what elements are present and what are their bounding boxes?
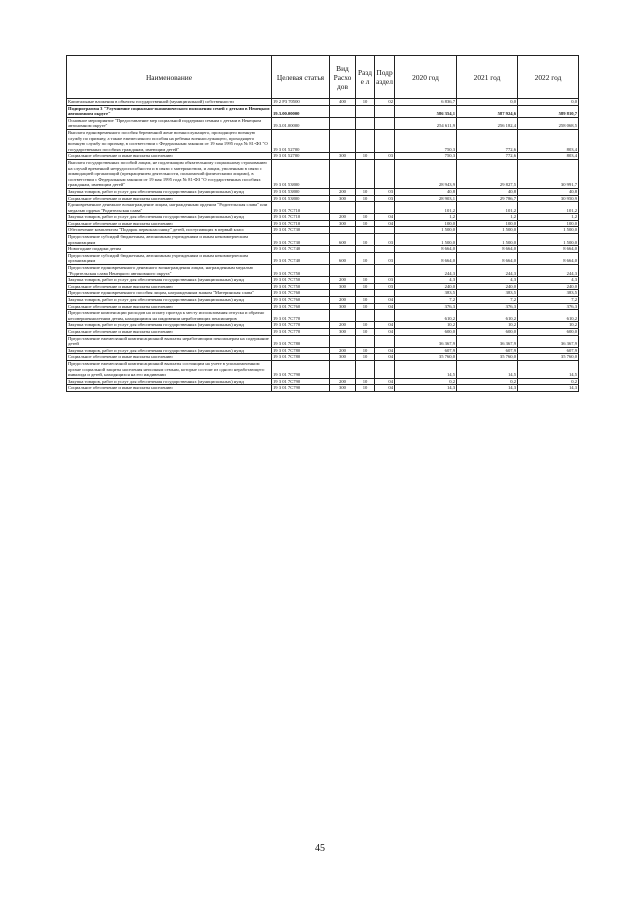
cell-subsection: 03 bbox=[375, 195, 395, 202]
page-number: 45 bbox=[315, 843, 325, 854]
cell-year-2020: 610,2 bbox=[395, 310, 457, 322]
cell-name: Выплата единовременного пособия беременной жене военнослужащего, проходящего военную службу по призыву, а также ежемесячного пособия на ребенка военнослужащего, проходящего военную службу по призыву, в соответствии с Федеральным законом от 19 мая 1995 года № 81-ФЗ "О государственных пособиях гражданам, имеющим детей" bbox=[67, 129, 272, 152]
cell-name: Предоставление субсидий бюджетным, автономным учреждениям и иным некоммерческим организациям bbox=[67, 252, 272, 264]
cell-expense-type bbox=[330, 310, 356, 322]
cell-year-2020: 36 367,9 bbox=[395, 335, 457, 347]
cell-year-2020: 1,2 bbox=[395, 214, 457, 221]
table-row bbox=[67, 310, 579, 322]
cell-year-2021: 1 500,0 bbox=[457, 227, 518, 234]
cell-year-2020: 7,2 bbox=[395, 297, 457, 304]
cell-target-article: 19 3 01 7С750 bbox=[272, 277, 330, 284]
cell-subsection bbox=[375, 265, 395, 277]
cell-subsection: 04 bbox=[375, 322, 395, 329]
cell-target-article: 19 3 01 7С780 bbox=[272, 354, 330, 361]
cell-target-article: 19 3 01 7С760 bbox=[272, 297, 330, 304]
cell-expense-type: 200 bbox=[330, 188, 356, 195]
cell-subsection: 03 bbox=[375, 234, 395, 246]
cell-year-2021: 29 786,7 bbox=[457, 195, 518, 202]
cell-section: 10 bbox=[356, 277, 375, 284]
cell-year-2021: 14,3 bbox=[457, 385, 518, 392]
cell-name: Закупка товаров, работ и услуг для обеспечения государственных (муниципальных) нужд bbox=[67, 188, 272, 195]
cell-section bbox=[356, 227, 375, 234]
table-row bbox=[67, 246, 579, 253]
cell-year-2022: 101,2 bbox=[518, 202, 579, 214]
cell-target-article: 19 3 01 52700 bbox=[272, 129, 330, 152]
header-section: Разде л bbox=[356, 56, 375, 99]
cell-name: Закупка товаров, работ и услуг для обеспечения государственных (муниципальных) нужд bbox=[67, 378, 272, 385]
cell-subsection bbox=[375, 335, 395, 347]
cell-target-article: 19 3 01 7С780 bbox=[272, 335, 330, 347]
cell-year-2022: 30 950,9 bbox=[518, 195, 579, 202]
cell-name: Социальное обеспечение и иные выплаты населению bbox=[67, 385, 272, 392]
cell-target-article: 19 3 01 53800 bbox=[272, 195, 330, 202]
cell-target-article: 19 3 01 7С790 bbox=[272, 360, 330, 378]
cell-year-2021: 7,2 bbox=[457, 297, 518, 304]
cell-year-2021: 1 500,0 bbox=[457, 234, 518, 246]
cell-subsection: 04 bbox=[375, 303, 395, 310]
cell-target-article: 19 3 01 7С710 bbox=[272, 202, 330, 214]
cell-year-2020: 383,5 bbox=[395, 290, 457, 297]
cell-section bbox=[356, 246, 375, 253]
cell-section bbox=[356, 290, 375, 297]
cell-target-article: 19 3 01 7С740 bbox=[272, 252, 330, 264]
cell-subsection bbox=[375, 202, 395, 214]
cell-subsection: 03 bbox=[375, 277, 395, 284]
cell-target-article: 19 3 01 7С710 bbox=[272, 220, 330, 227]
cell-subsection bbox=[375, 227, 395, 234]
header-target-article: Целевая статья bbox=[272, 56, 330, 99]
cell-subsection: 04 bbox=[375, 328, 395, 335]
cell-section: 10 bbox=[356, 385, 375, 392]
table-row bbox=[67, 385, 579, 392]
cell-year-2021: 101,2 bbox=[457, 202, 518, 214]
cell-name: Закупка товаров, работ и услуг для обеспечения государственных (муниципальных) нужд bbox=[67, 347, 272, 354]
cell-year-2022: 36 367,9 bbox=[518, 335, 579, 347]
cell-year-2022: 244,3 bbox=[518, 265, 579, 277]
cell-target-article: 19 3 01 7С790 bbox=[272, 385, 330, 392]
table-row bbox=[67, 378, 579, 385]
cell-subsection: 04 bbox=[375, 347, 395, 354]
cell-year-2022: 610,2 bbox=[518, 310, 579, 322]
cell-year-2022: 14,3 bbox=[518, 385, 579, 392]
table-row bbox=[67, 328, 579, 335]
cell-subsection bbox=[375, 117, 395, 129]
cell-name: Социальное обеспечение и иные выплаты населению bbox=[67, 328, 272, 335]
cell-target-article: 19 3 01 7С780 bbox=[272, 347, 330, 354]
cell-year-2021: 29 827,5 bbox=[457, 159, 518, 188]
cell-section bbox=[356, 335, 375, 347]
cell-year-2021: 0,2 bbox=[457, 378, 518, 385]
table-row bbox=[67, 202, 579, 214]
cell-year-2022: 383,5 bbox=[518, 290, 579, 297]
cell-expense-type: 300 bbox=[330, 328, 356, 335]
cell-year-2021: 0,0 bbox=[457, 99, 518, 106]
header-year-2020: 2020 год bbox=[395, 56, 457, 99]
cell-year-2022: 30 991,7 bbox=[518, 159, 579, 188]
cell-year-2021: 4,3 bbox=[457, 277, 518, 284]
cell-name: Социальное обеспечение и иные выплаты населению bbox=[67, 354, 272, 361]
cell-year-2021: 376,3 bbox=[457, 303, 518, 310]
cell-expense-type: 300 bbox=[330, 195, 356, 202]
cell-year-2021: 607,9 bbox=[457, 347, 518, 354]
cell-year-2020: 750,3 bbox=[395, 129, 457, 152]
table-row bbox=[67, 220, 579, 227]
cell-expense-type: 200 bbox=[330, 378, 356, 385]
cell-year-2022: 10,2 bbox=[518, 322, 579, 329]
table-row bbox=[67, 265, 579, 277]
table-row bbox=[67, 322, 579, 329]
cell-section bbox=[356, 310, 375, 322]
cell-year-2021: 587 924,6 bbox=[457, 105, 518, 117]
cell-year-2022: 803,4 bbox=[518, 153, 579, 160]
cell-year-2020: 600,0 bbox=[395, 328, 457, 335]
cell-expense-type bbox=[330, 360, 356, 378]
cell-expense-type: 200 bbox=[330, 297, 356, 304]
table-row bbox=[67, 283, 579, 290]
cell-year-2020: 1 500,0 bbox=[395, 234, 457, 246]
budget-document bbox=[66, 55, 578, 392]
cell-name: Основное мероприятие "Предоставление мер социальной поддержки семьям с детьми в Ненецком автономном округе" bbox=[67, 117, 272, 129]
cell-year-2022: 40,8 bbox=[518, 188, 579, 195]
cell-year-2022: 100,0 bbox=[518, 220, 579, 227]
cell-section: 10 bbox=[356, 378, 375, 385]
table-row bbox=[67, 129, 579, 152]
cell-section: 10 bbox=[356, 153, 375, 160]
cell-year-2020: 10,2 bbox=[395, 322, 457, 329]
budget-table bbox=[66, 55, 579, 392]
cell-subsection bbox=[375, 290, 395, 297]
cell-target-article: 19 3 01 7С770 bbox=[272, 310, 330, 322]
cell-year-2022: 1 500,0 bbox=[518, 234, 579, 246]
cell-name: Капитальные вложения в объекты государственной (муниципальной) собственности bbox=[67, 99, 272, 106]
cell-section: 10 bbox=[356, 188, 375, 195]
table-row bbox=[67, 360, 579, 378]
cell-subsection: 04 bbox=[375, 214, 395, 221]
header-year-2021: 2021 год bbox=[457, 56, 518, 99]
cell-year-2022: 0,0 bbox=[518, 99, 579, 106]
header-subsection: Подр аздел bbox=[375, 56, 395, 99]
cell-year-2022: 1 500,0 bbox=[518, 227, 579, 234]
cell-target-article: 19 3 01 7С750 bbox=[272, 283, 330, 290]
cell-subsection: 02 bbox=[375, 99, 395, 106]
cell-year-2020: 254 611,9 bbox=[395, 117, 457, 129]
table-row bbox=[67, 347, 579, 354]
cell-expense-type bbox=[330, 129, 356, 152]
cell-section bbox=[356, 202, 375, 214]
cell-year-2022: 8 664,0 bbox=[518, 252, 579, 264]
cell-expense-type: 200 bbox=[330, 322, 356, 329]
cell-year-2022: 4,3 bbox=[518, 277, 579, 284]
cell-expense-type bbox=[330, 335, 356, 347]
cell-target-article: 19 2 P3 70500 bbox=[272, 99, 330, 106]
cell-name: Закупка товаров, работ и услуг для обеспечения государственных (муниципальных) нужд bbox=[67, 214, 272, 221]
cell-name: Новогодние подарки детям bbox=[67, 246, 272, 253]
cell-subsection bbox=[375, 129, 395, 152]
table-row bbox=[67, 234, 579, 246]
cell-name: Предоставление ежемесячной компенсационной выплаты неработающим пенсионерам на содержание детей bbox=[67, 335, 272, 347]
cell-target-article: 19.3.00.00000 bbox=[272, 105, 330, 117]
cell-year-2021: 14,5 bbox=[457, 360, 518, 378]
cell-subsection: 03 bbox=[375, 188, 395, 195]
cell-section: 10 bbox=[356, 297, 375, 304]
cell-target-article: 19 3 01 7С790 bbox=[272, 378, 330, 385]
cell-year-2022: 600,0 bbox=[518, 328, 579, 335]
cell-name: Обеспечение комплектом "Подарок первокласснику" детей, поступающих в первый класс bbox=[67, 227, 272, 234]
cell-target-article: 19.3.01.00000 bbox=[272, 117, 330, 129]
cell-subsection bbox=[375, 310, 395, 322]
cell-year-2020: 100,0 bbox=[395, 220, 457, 227]
table-row bbox=[67, 252, 579, 264]
cell-year-2020: 607,9 bbox=[395, 347, 457, 354]
cell-section: 10 bbox=[356, 252, 375, 264]
cell-name: Единовременное денежное вознаграждение лицам, награжденным орденом "Родительская слава" или медалью ордена "Родительская слава" bbox=[67, 202, 272, 214]
cell-target-article: 19 3 01 53800 bbox=[272, 159, 330, 188]
table-row bbox=[67, 354, 579, 361]
cell-year-2020: 0,2 bbox=[395, 378, 457, 385]
cell-section: 10 bbox=[356, 322, 375, 329]
cell-name: Социальное обеспечение и иные выплаты населению bbox=[67, 220, 272, 227]
cell-year-2020: 35 760,0 bbox=[395, 354, 457, 361]
cell-name: Предоставление единовременного пособия лицам, награжденным знаком "Материнская слава" bbox=[67, 290, 272, 297]
cell-subsection: 04 bbox=[375, 378, 395, 385]
cell-expense-type bbox=[330, 159, 356, 188]
cell-year-2022: 1,2 bbox=[518, 214, 579, 221]
cell-year-2021: 1,2 bbox=[457, 214, 518, 221]
cell-target-article: 19 3 01 7С750 bbox=[272, 265, 330, 277]
cell-target-article: 19 3 01 7С760 bbox=[272, 290, 330, 297]
header-name: Наименование bbox=[67, 56, 272, 99]
cell-expense-type: 400 bbox=[330, 99, 356, 106]
cell-year-2021: 36 367,9 bbox=[457, 335, 518, 347]
table-row bbox=[67, 117, 579, 129]
table-row bbox=[67, 153, 579, 160]
cell-name: Выплата государственных пособий лицам, не подлежащим обязательному социальному страхованию на случай временной нетрудоспособности и в связи с материнством, и лицам, уволенным в связи с ликвидацией организаций (прекращением деятельности, полномочий физическими лицами), в соответствии с Федеральным законом от 19 мая 1995 года № 81-ФЗ "О государственных пособиях гражданам, имеющим детей" bbox=[67, 159, 272, 188]
cell-year-2022: 803,4 bbox=[518, 129, 579, 152]
table-row bbox=[67, 99, 579, 106]
cell-name: Социальное обеспечение и иные выплаты населению bbox=[67, 283, 272, 290]
header-expense-type: Вид Расхо дов bbox=[330, 56, 356, 99]
cell-name: Закупка товаров, работ и услуг для обеспечения государственных (муниципальных) нужд bbox=[67, 277, 272, 284]
cell-expense-type bbox=[330, 265, 356, 277]
cell-year-2022: 35 760,0 bbox=[518, 354, 579, 361]
cell-year-2020: 1 500,0 bbox=[395, 227, 457, 234]
cell-subsection bbox=[375, 246, 395, 253]
cell-year-2022: 589 810,7 bbox=[518, 105, 579, 117]
cell-section: 10 bbox=[356, 283, 375, 290]
cell-section: 10 bbox=[356, 328, 375, 335]
cell-subsection: 03 bbox=[375, 153, 395, 160]
cell-year-2021: 610,2 bbox=[457, 310, 518, 322]
cell-name: Закупка товаров, работ и услуг для обеспечения государственных (муниципальных) нужд bbox=[67, 322, 272, 329]
cell-year-2021: 244,3 bbox=[457, 265, 518, 277]
cell-name: Предоставление ежемесячной компенсационной выплаты состоящим на учете в уполномоченном органе социальной защиты населения неполным семьям, которые состоят из одного неработающего инвалида и детей, находящихся на его иждивении bbox=[67, 360, 272, 378]
cell-subsection bbox=[375, 360, 395, 378]
cell-subsection: 03 bbox=[375, 283, 395, 290]
cell-year-2021: 8 664,0 bbox=[457, 252, 518, 264]
cell-expense-type bbox=[330, 105, 356, 117]
cell-target-article: 19 3 01 7С730 bbox=[272, 227, 330, 234]
cell-year-2021: 100,0 bbox=[457, 220, 518, 227]
cell-year-2020: 28 903,1 bbox=[395, 195, 457, 202]
cell-section: 10 bbox=[356, 234, 375, 246]
cell-year-2022: 240,0 bbox=[518, 283, 579, 290]
cell-expense-type: 300 bbox=[330, 220, 356, 227]
cell-section: 10 bbox=[356, 99, 375, 106]
cell-target-article: 19 3 01 52700 bbox=[272, 153, 330, 160]
cell-year-2021: 772,6 bbox=[457, 129, 518, 152]
cell-subsection: 04 bbox=[375, 220, 395, 227]
cell-year-2021: 600,0 bbox=[457, 328, 518, 335]
cell-section: 10 bbox=[356, 354, 375, 361]
cell-year-2020: 14,5 bbox=[395, 360, 457, 378]
cell-expense-type: 200 bbox=[330, 347, 356, 354]
cell-year-2020: 8 664,0 bbox=[395, 246, 457, 253]
table-row bbox=[67, 335, 579, 347]
cell-expense-type: 300 bbox=[330, 283, 356, 290]
cell-expense-type bbox=[330, 227, 356, 234]
table-row bbox=[67, 290, 579, 297]
cell-year-2020: 28 943,9 bbox=[395, 159, 457, 188]
table-row bbox=[67, 297, 579, 304]
cell-expense-type: 300 bbox=[330, 303, 356, 310]
cell-section bbox=[356, 360, 375, 378]
cell-year-2021: 40,8 bbox=[457, 188, 518, 195]
cell-expense-type: 600 bbox=[330, 234, 356, 246]
cell-section: 10 bbox=[356, 347, 375, 354]
cell-year-2021: 772,6 bbox=[457, 153, 518, 160]
cell-year-2020: 101,2 bbox=[395, 202, 457, 214]
cell-year-2022: 0,2 bbox=[518, 378, 579, 385]
cell-year-2021: 383,5 bbox=[457, 290, 518, 297]
cell-target-article: 19 3 01 7С770 bbox=[272, 328, 330, 335]
cell-target-article: 19 3 01 7С740 bbox=[272, 246, 330, 253]
cell-name: Предоставление единовременного денежного вознаграждения лицам, награжденным медалью "Родительская слава Ненецкого автономного округа" bbox=[67, 265, 272, 277]
cell-year-2020: 750,3 bbox=[395, 153, 457, 160]
cell-name: Закупка товаров, работ и услуг для обеспечения государственных (муниципальных) нужд bbox=[67, 297, 272, 304]
cell-year-2020: 586 354,1 bbox=[395, 105, 457, 117]
cell-name: Социальное обеспечение и иные выплаты населению bbox=[67, 153, 272, 160]
cell-section bbox=[356, 105, 375, 117]
cell-year-2020: 6 836,7 bbox=[395, 99, 457, 106]
cell-target-article: 19 3 01 7С730 bbox=[272, 234, 330, 246]
cell-expense-type bbox=[330, 202, 356, 214]
table-body bbox=[67, 99, 579, 392]
cell-year-2020: 14,3 bbox=[395, 385, 457, 392]
cell-year-2020: 240,0 bbox=[395, 283, 457, 290]
cell-expense-type: 300 bbox=[330, 153, 356, 160]
table-row bbox=[67, 105, 579, 117]
cell-subsection bbox=[375, 105, 395, 117]
cell-year-2021: 35 760,0 bbox=[457, 354, 518, 361]
cell-section bbox=[356, 129, 375, 152]
cell-year-2022: 376,3 bbox=[518, 303, 579, 310]
cell-year-2022: 8 664,0 bbox=[518, 246, 579, 253]
cell-name: Предоставление субсидий бюджетным, автономным учреждениям и иным некоммерческим организациям bbox=[67, 234, 272, 246]
cell-subsection: 03 bbox=[375, 252, 395, 264]
table-row bbox=[67, 303, 579, 310]
cell-year-2021: 240,0 bbox=[457, 283, 518, 290]
cell-expense-type bbox=[330, 246, 356, 253]
cell-target-article: 19 3 01 53800 bbox=[272, 188, 330, 195]
cell-subsection: 04 bbox=[375, 385, 395, 392]
table-row bbox=[67, 227, 579, 234]
cell-year-2022: 258 068,5 bbox=[518, 117, 579, 129]
cell-year-2021: 256 182,4 bbox=[457, 117, 518, 129]
cell-expense-type: 200 bbox=[330, 214, 356, 221]
cell-year-2021: 10,2 bbox=[457, 322, 518, 329]
cell-expense-type: 300 bbox=[330, 385, 356, 392]
cell-year-2020: 40,8 bbox=[395, 188, 457, 195]
cell-expense-type: 600 bbox=[330, 252, 356, 264]
cell-section bbox=[356, 265, 375, 277]
cell-section bbox=[356, 117, 375, 129]
cell-name: Подпрограмма 3 "Улучшение социально-экономического положения семей с детьми в Ненецком автономном округе" bbox=[68, 105, 270, 117]
table-row bbox=[67, 159, 579, 188]
cell-year-2020: 244,3 bbox=[395, 265, 457, 277]
cell-expense-type: 200 bbox=[330, 277, 356, 284]
table-header-row bbox=[67, 56, 579, 99]
cell-year-2022: 607,9 bbox=[518, 347, 579, 354]
cell-expense-type bbox=[330, 290, 356, 297]
cell-year-2020: 8 664,0 bbox=[395, 252, 457, 264]
cell-name: Предоставление компенсации расходов на оплату проезда к месту использования отпуска и обратно несовершеннолетним детям, находящимся на иждивении неработающих пенсионеров bbox=[67, 310, 272, 322]
cell-target-article: 19 3 01 7С770 bbox=[272, 322, 330, 329]
cell-year-2022: 14,5 bbox=[518, 360, 579, 378]
cell-name: Социальное обеспечение и иные выплаты населению bbox=[67, 195, 272, 202]
header-year-2022: 2022 год bbox=[518, 56, 579, 99]
table-row bbox=[67, 195, 579, 202]
table-row bbox=[67, 188, 579, 195]
cell-section: 10 bbox=[356, 220, 375, 227]
cell-year-2022: 7,2 bbox=[518, 297, 579, 304]
cell-subsection bbox=[375, 159, 395, 188]
cell-target-article: 19 3 01 7С710 bbox=[272, 214, 330, 221]
cell-expense-type bbox=[330, 117, 356, 129]
table-row bbox=[67, 277, 579, 284]
cell-subsection: 04 bbox=[375, 297, 395, 304]
cell-target-article: 19 3 01 7С760 bbox=[272, 303, 330, 310]
cell-section: 10 bbox=[356, 303, 375, 310]
cell-section: 10 bbox=[356, 214, 375, 221]
cell-expense-type: 300 bbox=[330, 354, 356, 361]
cell-year-2021: 8 664,0 bbox=[457, 246, 518, 253]
cell-subsection: 04 bbox=[375, 354, 395, 361]
cell-name: Социальное обеспечение и иные выплаты населению bbox=[67, 303, 272, 310]
table-row bbox=[67, 214, 579, 221]
cell-year-2020: 376,3 bbox=[395, 303, 457, 310]
cell-year-2020: 4,3 bbox=[395, 277, 457, 284]
cell-section: 10 bbox=[356, 195, 375, 202]
cell-section bbox=[356, 159, 375, 188]
